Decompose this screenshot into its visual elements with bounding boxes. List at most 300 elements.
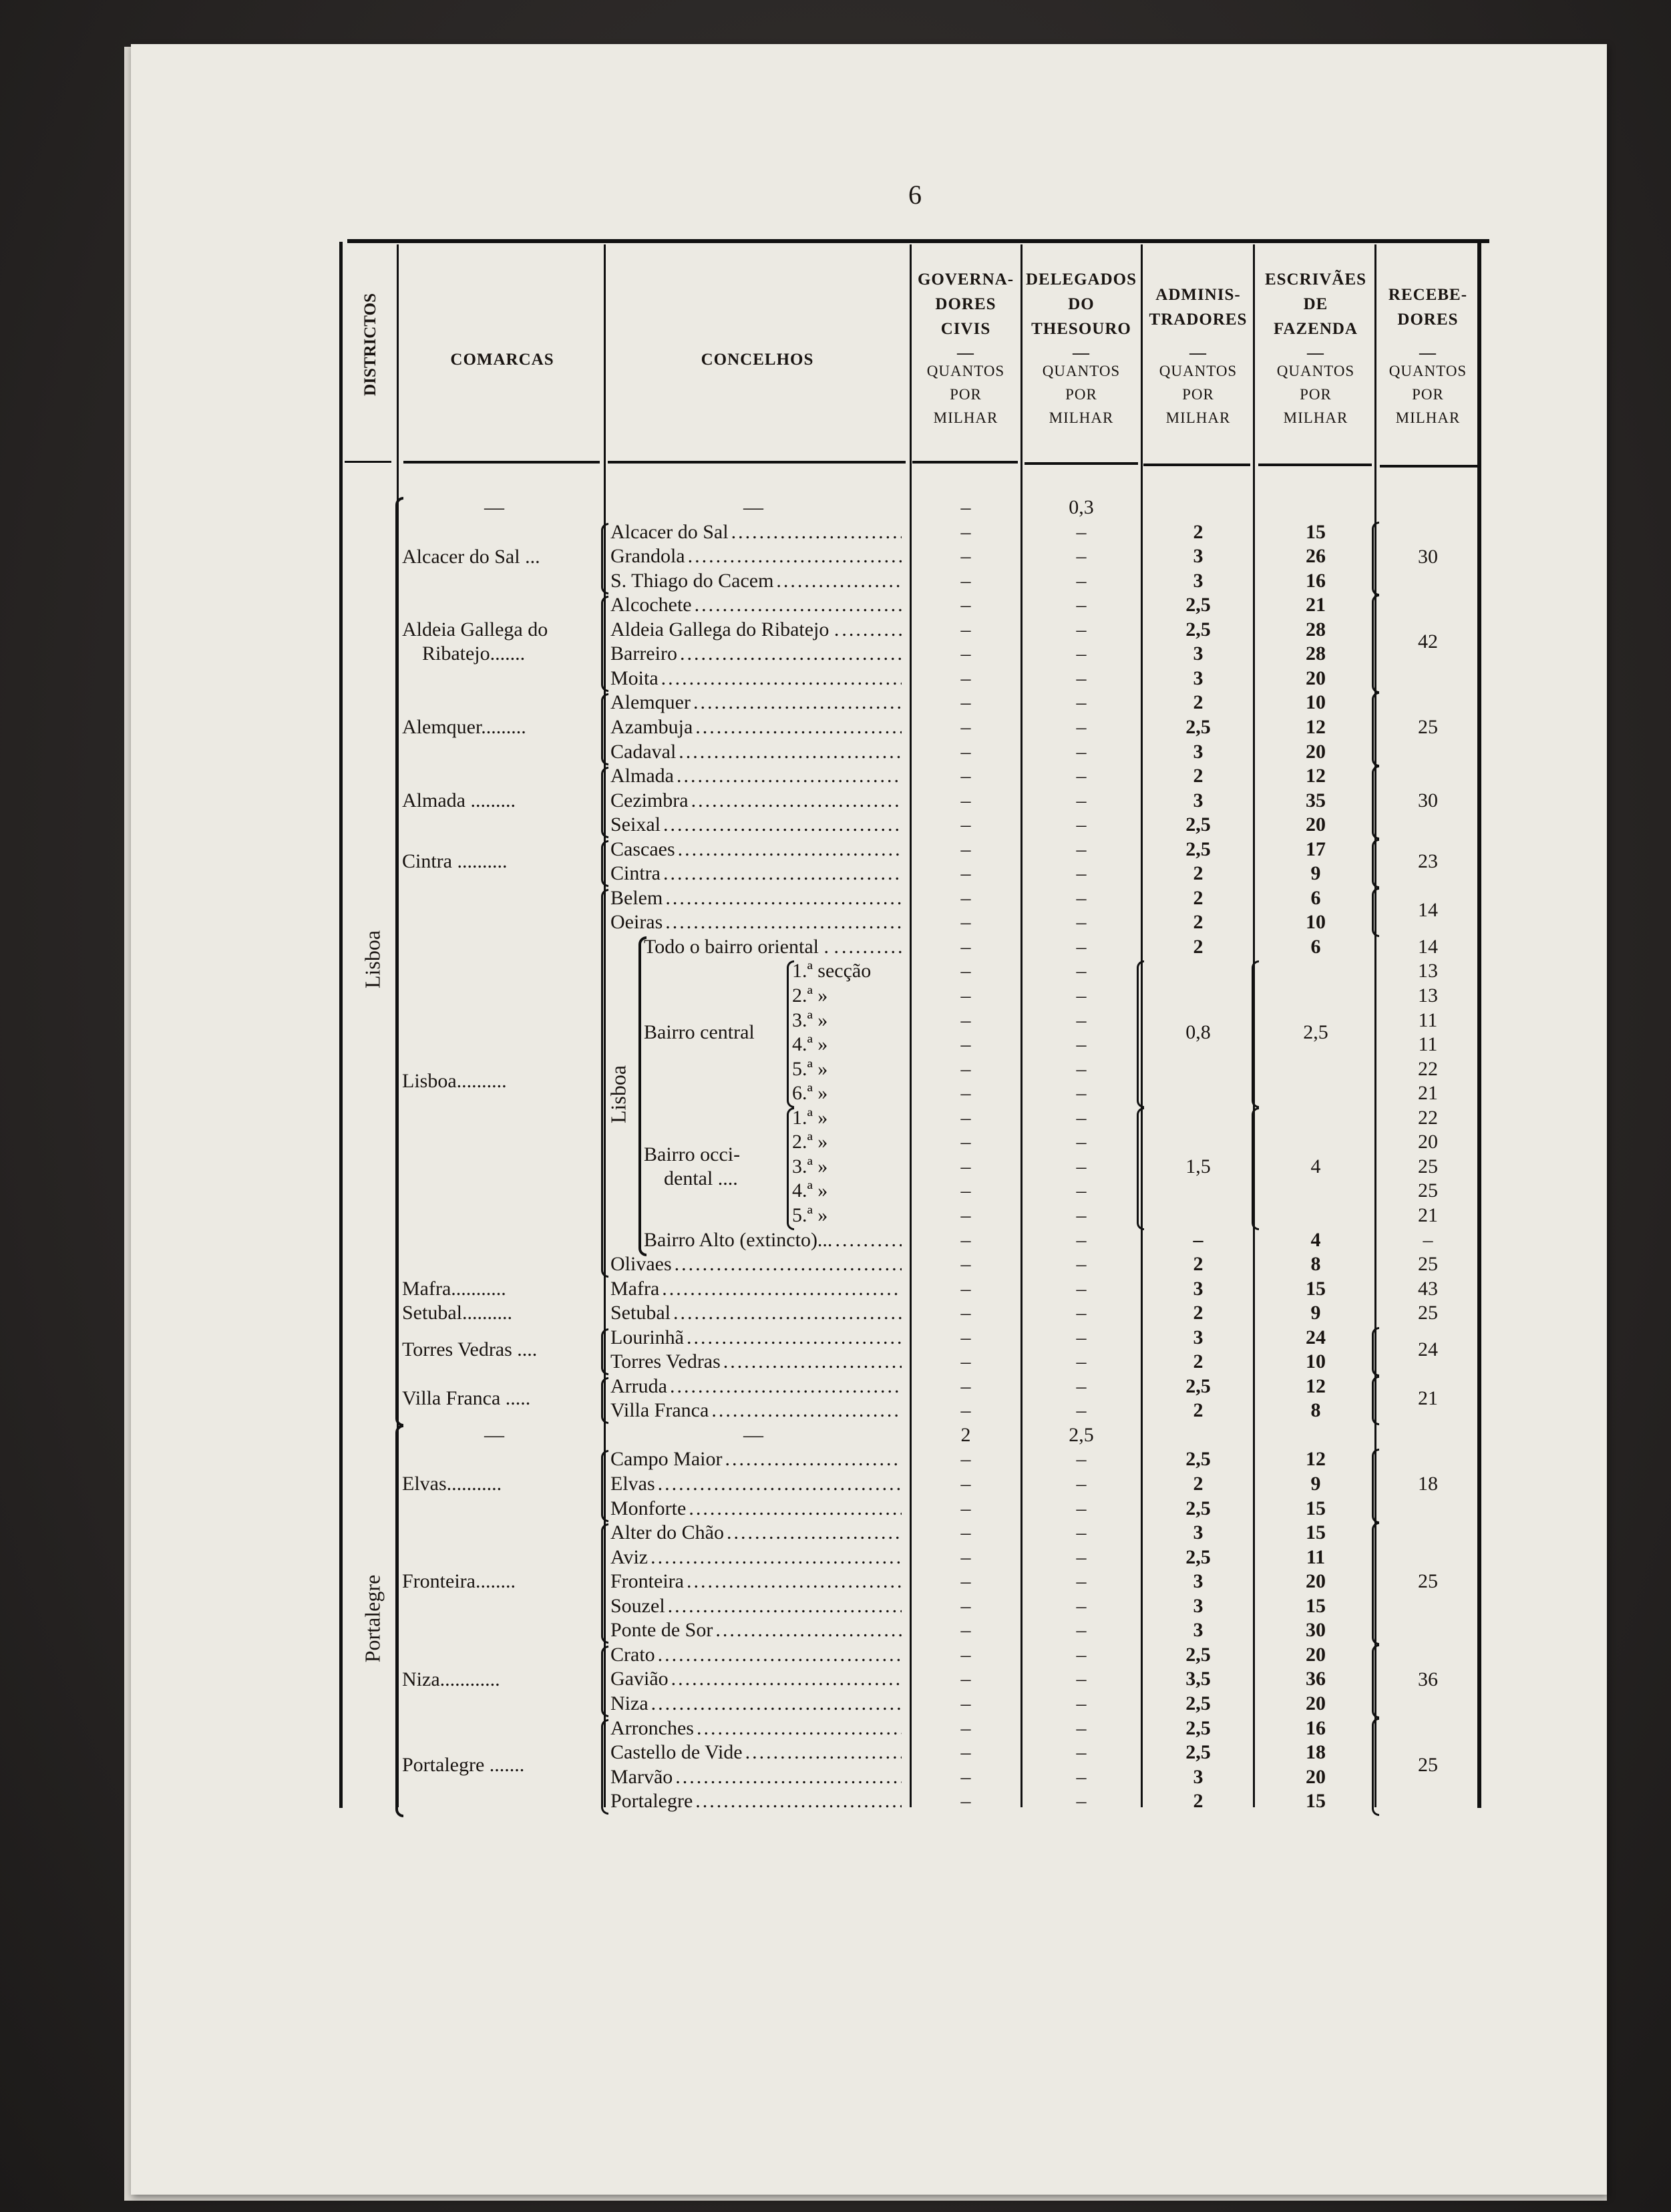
header-rule-del bbox=[1025, 462, 1138, 465]
header-rule-gov bbox=[912, 461, 1018, 464]
esc-value: 15 bbox=[1306, 1521, 1326, 1543]
concelho-name: Mafra bbox=[610, 1278, 662, 1300]
del-value: – bbox=[1076, 1350, 1087, 1372]
table-row bbox=[0, 1155, 1671, 1179]
esc-value: 24 bbox=[1306, 1326, 1326, 1348]
rec-value: 13 bbox=[1418, 960, 1438, 982]
del-value: – bbox=[1076, 1570, 1087, 1592]
gov-value: – bbox=[960, 594, 971, 616]
merged-value-brace bbox=[1372, 1376, 1379, 1425]
header-comarcas: COMARCAS bbox=[450, 351, 554, 369]
concelho-cell bbox=[610, 740, 902, 764]
concelho-name: Castello de Vide bbox=[610, 1741, 745, 1763]
adm-value: 3 bbox=[1193, 1570, 1203, 1592]
del-value: – bbox=[1076, 570, 1087, 592]
concelho-cell bbox=[792, 959, 882, 983]
del-value: – bbox=[1076, 1595, 1087, 1617]
concelho-cell bbox=[610, 618, 902, 642]
merged-value: 1,5 bbox=[1185, 1155, 1211, 1177]
concelho-brace bbox=[601, 1523, 608, 1644]
esc-value: 28 bbox=[1306, 642, 1326, 665]
header-concelhos: CONCELHOS bbox=[701, 351, 814, 369]
concelho-name: Alcacer do Sal bbox=[610, 521, 731, 543]
esc-value: 15 bbox=[1306, 521, 1326, 543]
esc-value: 15 bbox=[1306, 1278, 1326, 1300]
concelho-cell bbox=[610, 886, 902, 910]
header-escrivaes-label: ESCRIVÃES DE FAZENDA bbox=[1264, 270, 1367, 338]
del-value: – bbox=[1076, 765, 1087, 787]
concelho-cell bbox=[792, 1008, 882, 1033]
comarca-label bbox=[402, 1472, 601, 1496]
table-row bbox=[0, 959, 1671, 983]
concelho-brace bbox=[601, 693, 608, 765]
gov-value: – bbox=[960, 618, 971, 640]
bairro-group-line: Bairro occi- bbox=[644, 1143, 741, 1165]
table-row bbox=[0, 1033, 1671, 1057]
del-value: – bbox=[1076, 1033, 1087, 1055]
esc-value: 20 bbox=[1306, 1644, 1326, 1666]
gov-value: – bbox=[960, 1546, 971, 1568]
esc-value: 12 bbox=[1306, 765, 1326, 787]
table-row bbox=[0, 1423, 1671, 1447]
rec-value: 25 bbox=[1418, 1253, 1438, 1275]
gov-value: – bbox=[960, 545, 971, 567]
adm-value: 3 bbox=[1193, 1766, 1203, 1788]
del-value: – bbox=[1076, 741, 1087, 763]
gov-value: – bbox=[960, 862, 971, 884]
adm-value: 3 bbox=[1193, 1521, 1203, 1543]
gov-value: – bbox=[960, 1131, 971, 1153]
merged-value: 30 bbox=[1418, 546, 1438, 568]
table-row bbox=[0, 1643, 1671, 1667]
concelho-cell bbox=[610, 593, 902, 617]
adm-value: 3,5 bbox=[1185, 1668, 1211, 1690]
gov-value: – bbox=[960, 1278, 971, 1300]
esc-value: 15 bbox=[1306, 1595, 1326, 1617]
table-row bbox=[0, 593, 1671, 617]
bairro-group-brace bbox=[787, 1107, 794, 1230]
concelho-name: Alter do Chão bbox=[610, 1521, 727, 1543]
esc-value: 18 bbox=[1306, 1741, 1326, 1763]
concelho-name: Arruda bbox=[610, 1375, 670, 1397]
table-row bbox=[0, 1716, 1671, 1740]
adm-value: 2 bbox=[1193, 911, 1203, 933]
merged-value-brace bbox=[1372, 594, 1379, 693]
gov-value: – bbox=[960, 911, 971, 933]
gov-value: – bbox=[960, 1375, 971, 1397]
comarca-line: Torres Vedras .... bbox=[402, 1338, 538, 1360]
del-value: – bbox=[1076, 1326, 1087, 1348]
district-label: Portalegre bbox=[360, 1574, 385, 1663]
concelho-name: Todo o bairro oriental . . bbox=[644, 936, 842, 958]
concelho-brace bbox=[601, 596, 608, 692]
comarca-line: Almada ......... bbox=[402, 789, 516, 811]
gov-value: – bbox=[960, 1082, 971, 1104]
merged-value-brace bbox=[1372, 839, 1379, 888]
esc-value: 20 bbox=[1306, 1570, 1326, 1592]
merged-value: 4 bbox=[1310, 1155, 1321, 1177]
adm-value: 2,5 bbox=[1185, 813, 1211, 836]
comarca-label bbox=[402, 1277, 601, 1301]
rec-value: 11 bbox=[1418, 1033, 1438, 1055]
concelho-cell bbox=[610, 838, 902, 862]
comarca-label bbox=[402, 1338, 601, 1362]
gov-value: – bbox=[960, 1107, 971, 1129]
concelho-cell bbox=[610, 544, 902, 568]
comarca-label bbox=[468, 1423, 521, 1447]
del-value: – bbox=[1076, 618, 1087, 640]
concelho-name: 2.ª » bbox=[792, 1131, 830, 1153]
concelho-name: 1.ª » bbox=[792, 1107, 830, 1129]
del-value: – bbox=[1076, 521, 1087, 543]
gov-value: – bbox=[960, 813, 971, 836]
esc-value: 8 bbox=[1310, 1253, 1321, 1275]
del-value: – bbox=[1076, 1546, 1087, 1568]
district-brace bbox=[395, 497, 403, 1427]
rec-value: 20 bbox=[1418, 1131, 1438, 1153]
concelho-cell bbox=[610, 520, 902, 544]
merged-value: 25 bbox=[1418, 1570, 1438, 1592]
comarca-label bbox=[402, 1387, 601, 1411]
esc-value: 10 bbox=[1306, 911, 1326, 933]
concelho-cell bbox=[792, 1106, 882, 1130]
table-row bbox=[0, 813, 1671, 837]
comarca-label bbox=[468, 496, 521, 520]
merged-value-brace bbox=[1372, 692, 1379, 767]
concelho-name: 3.ª » bbox=[792, 1155, 830, 1177]
merged-value-brace bbox=[1372, 1644, 1379, 1718]
merged-value-brace bbox=[1372, 1449, 1379, 1523]
del-value: – bbox=[1076, 1058, 1087, 1080]
del-value: – bbox=[1076, 716, 1087, 738]
table-row bbox=[0, 1545, 1671, 1570]
concelho-cell bbox=[610, 1399, 902, 1423]
header-recebedores-unit: QUANTOS POR MILHAR bbox=[1388, 363, 1467, 426]
concelho-name: Ponte de Sor bbox=[610, 1619, 715, 1641]
concelho-name: Seixal bbox=[610, 813, 663, 836]
merged-value-brace bbox=[1372, 1718, 1379, 1816]
lisboa-city-brace bbox=[638, 936, 646, 1256]
merged-value: 23 bbox=[1418, 850, 1438, 872]
del-value: – bbox=[1076, 1375, 1087, 1397]
header-governadores-unit: QUANTOS POR MILHAR bbox=[926, 363, 1005, 426]
merged-value-brace bbox=[1372, 765, 1379, 840]
merged-value: 14 bbox=[1418, 899, 1438, 921]
gov-value: – bbox=[960, 1595, 971, 1617]
rec-value: 25 bbox=[1418, 1179, 1438, 1202]
merged-value: 21 bbox=[1418, 1387, 1438, 1409]
concelho-name: Crato bbox=[610, 1644, 658, 1666]
concelho-name: Campo Maior bbox=[610, 1448, 725, 1470]
table-top-rule bbox=[347, 239, 1489, 243]
rec-value: 21 bbox=[1418, 1204, 1438, 1226]
comarca-line: Fronteira........ bbox=[402, 1570, 516, 1592]
comarca-label bbox=[402, 850, 601, 874]
merged-value-brace bbox=[1137, 960, 1144, 1108]
header-escrivaes-unit: QUANTOS POR MILHAR bbox=[1276, 363, 1355, 426]
concelho-name: Marvão bbox=[610, 1766, 675, 1788]
concelho-cell bbox=[610, 1618, 902, 1642]
comarca-line: Ribatejo....... bbox=[422, 642, 526, 665]
table-row bbox=[0, 1008, 1671, 1033]
concelho-name: Alemquer bbox=[610, 691, 693, 713]
comarca-label bbox=[402, 789, 601, 813]
district-brace bbox=[395, 1425, 403, 1817]
header-recebedores-dash: — bbox=[1419, 344, 1437, 362]
adm-value: 2 bbox=[1193, 1790, 1203, 1812]
page-number: 6 bbox=[908, 180, 922, 210]
bairro-group-label bbox=[644, 1143, 788, 1191]
gov-value: – bbox=[960, 1717, 971, 1739]
comarca-line: Mafra........... bbox=[402, 1278, 506, 1300]
concelho-name: Monforte bbox=[610, 1497, 689, 1519]
table-row bbox=[0, 1228, 1671, 1252]
table-row bbox=[0, 1277, 1671, 1301]
concelho-cell bbox=[610, 1667, 902, 1691]
del-value: – bbox=[1076, 1692, 1087, 1714]
concelho-cell bbox=[610, 1350, 902, 1374]
rec-value: 13 bbox=[1418, 984, 1438, 1006]
concelho-name: Bairro Alto (extincto)... bbox=[644, 1229, 835, 1251]
merged-value-brace bbox=[1372, 1522, 1379, 1645]
concelho-cell bbox=[610, 813, 902, 837]
esc-value: 12 bbox=[1306, 1375, 1326, 1397]
comarca-label bbox=[402, 715, 601, 739]
concelho-cell bbox=[610, 862, 902, 886]
table-row bbox=[0, 691, 1671, 715]
merged-value-brace bbox=[1137, 1107, 1144, 1230]
del-value: – bbox=[1076, 1131, 1087, 1153]
comarca-line: Alcacer do Sal ... bbox=[402, 546, 540, 568]
concelho-name: Niza bbox=[610, 1692, 651, 1714]
esc-value: 11 bbox=[1306, 1546, 1326, 1568]
concelho-name: Villa Franca bbox=[610, 1399, 711, 1421]
del-value: – bbox=[1076, 1009, 1087, 1031]
header-rule-adm bbox=[1143, 464, 1250, 466]
esc-value: 17 bbox=[1306, 838, 1326, 860]
adm-value: 2 bbox=[1193, 1302, 1203, 1324]
del-value: – bbox=[1076, 691, 1087, 713]
del-value: – bbox=[1076, 1497, 1087, 1519]
concelho-cell bbox=[610, 1643, 902, 1667]
gov-value: – bbox=[960, 1179, 971, 1202]
adm-value: 2,5 bbox=[1185, 716, 1211, 738]
gov-value: – bbox=[960, 1668, 971, 1690]
rec-value: 22 bbox=[1418, 1107, 1438, 1129]
gov-value: – bbox=[960, 1326, 971, 1348]
esc-value: 35 bbox=[1306, 789, 1326, 811]
bairro-group-line: dental .... bbox=[664, 1167, 738, 1189]
esc-value: 4 bbox=[1310, 1229, 1321, 1251]
comarca-line: Villa Franca ..... bbox=[402, 1387, 531, 1409]
comarca-line: Cintra .......... bbox=[402, 850, 508, 872]
concelho-brace bbox=[601, 1328, 608, 1375]
adm-value: 2 bbox=[1193, 887, 1203, 909]
concelho-cell bbox=[610, 1277, 902, 1301]
comarca-line: — bbox=[484, 1424, 504, 1446]
concelho-name: 4.ª » bbox=[792, 1033, 830, 1055]
gov-value: – bbox=[960, 741, 971, 763]
concelho-name: 5.ª » bbox=[792, 1058, 830, 1080]
esc-value: 9 bbox=[1310, 1473, 1321, 1495]
adm-value: 2,5 bbox=[1185, 1546, 1211, 1568]
concelho-name: Arronches bbox=[610, 1717, 697, 1739]
concelho-name: Souzel bbox=[610, 1595, 668, 1617]
concelho-brace bbox=[601, 523, 608, 594]
del-value: – bbox=[1076, 1179, 1087, 1202]
gov-value: – bbox=[960, 1570, 971, 1592]
gov-value: – bbox=[960, 887, 971, 909]
concelho-name: Cintra bbox=[610, 862, 663, 884]
table-row bbox=[0, 1618, 1671, 1642]
esc-value: 36 bbox=[1306, 1668, 1326, 1690]
table-row bbox=[0, 1497, 1671, 1521]
header-administradores-dash: — bbox=[1189, 344, 1207, 362]
header-delegados-dash: — bbox=[1073, 344, 1090, 362]
esc-value: 16 bbox=[1306, 570, 1326, 592]
esc-value: 20 bbox=[1306, 1766, 1326, 1788]
concelho-name: 5.ª » bbox=[792, 1204, 830, 1226]
comarca-line: Portalegre ....... bbox=[402, 1754, 525, 1776]
concelho-brace bbox=[601, 1719, 608, 1815]
header-governadores bbox=[910, 267, 1022, 429]
header-delegados-unit: QUANTOS POR MILHAR bbox=[1042, 363, 1121, 426]
concelho-cell bbox=[610, 1740, 902, 1765]
adm-value: 2,5 bbox=[1185, 838, 1211, 860]
merged-value: 24 bbox=[1418, 1338, 1438, 1360]
concelho-cell bbox=[792, 1179, 882, 1203]
esc-value: 30 bbox=[1306, 1619, 1326, 1641]
adm-value: 3 bbox=[1193, 741, 1203, 763]
header-rule-concelhos bbox=[608, 461, 906, 464]
del-value: – bbox=[1076, 936, 1087, 958]
gov-value: – bbox=[960, 1302, 971, 1324]
concelho-cell bbox=[644, 935, 902, 959]
adm-value: 2 bbox=[1193, 1399, 1203, 1421]
concelho-cell bbox=[610, 1497, 902, 1521]
gov-value: – bbox=[960, 691, 971, 713]
rec-value: 11 bbox=[1418, 1009, 1438, 1031]
concelho-name: 6.ª » bbox=[792, 1082, 830, 1104]
header-districtos: DISTRICTOS bbox=[361, 293, 379, 396]
concelho-name: Fronteira bbox=[610, 1570, 687, 1592]
gov-value: 2 bbox=[960, 1424, 971, 1446]
rec-value: 43 bbox=[1418, 1278, 1438, 1300]
lisboa-city-label: Lisboa bbox=[606, 1065, 630, 1124]
concelho-cell bbox=[792, 1081, 882, 1105]
esc-value: 15 bbox=[1306, 1497, 1326, 1519]
bairro-group-line: Bairro central bbox=[644, 1021, 755, 1043]
header-recebedores bbox=[1376, 267, 1480, 429]
table-row bbox=[0, 1204, 1671, 1228]
esc-value: 16 bbox=[1306, 1717, 1326, 1739]
rec-value: 25 bbox=[1418, 1155, 1438, 1177]
adm-value: 2 bbox=[1193, 1350, 1203, 1372]
concelho-brace bbox=[601, 1450, 608, 1522]
header-governadores-dash: — bbox=[957, 344, 974, 362]
adm-value: 3 bbox=[1193, 1326, 1203, 1348]
bairro-group-brace bbox=[787, 960, 794, 1108]
del-value: – bbox=[1076, 1790, 1087, 1812]
table-row bbox=[0, 1252, 1671, 1276]
adm-value: 3 bbox=[1193, 1595, 1203, 1617]
rec-value: 14 bbox=[1418, 936, 1438, 958]
del-value: – bbox=[1076, 1278, 1087, 1300]
concelho-brace bbox=[601, 1646, 608, 1717]
del-value: – bbox=[1076, 1302, 1087, 1324]
esc-value: 20 bbox=[1306, 1692, 1326, 1714]
esc-value: 9 bbox=[1310, 862, 1321, 884]
adm-value: 2,5 bbox=[1185, 1497, 1211, 1519]
comarca-label bbox=[402, 1069, 601, 1093]
gov-value: – bbox=[960, 716, 971, 738]
gov-value: – bbox=[960, 1229, 971, 1251]
concelho-name: Oeiras bbox=[610, 911, 665, 933]
del-value: – bbox=[1076, 1619, 1087, 1641]
concelho-cell bbox=[792, 1057, 882, 1081]
gov-value: – bbox=[960, 642, 971, 665]
del-value: – bbox=[1076, 838, 1087, 860]
gov-value: – bbox=[960, 1497, 971, 1519]
concelho-cell bbox=[610, 1765, 902, 1789]
concelho-cell bbox=[610, 764, 902, 788]
concelho-cell bbox=[610, 1252, 902, 1276]
concelho-name: S. Thiago do Cacem bbox=[610, 570, 776, 592]
concelho-cell bbox=[610, 1570, 902, 1594]
table-row bbox=[0, 1789, 1671, 1813]
merged-value-brace bbox=[1372, 1327, 1379, 1376]
header-escrivaes-dash: — bbox=[1307, 344, 1324, 362]
del-value: – bbox=[1076, 1668, 1087, 1690]
concelho-name: Moita bbox=[610, 667, 661, 689]
adm-value: 2 bbox=[1193, 521, 1203, 543]
concelho-cell bbox=[610, 1716, 902, 1740]
header-recebedores-label: RECEBE- DORES bbox=[1388, 286, 1468, 329]
gov-value: – bbox=[960, 1692, 971, 1714]
concelho-name: 2.ª » bbox=[792, 984, 830, 1006]
del-value: – bbox=[1076, 1448, 1087, 1470]
gov-value: – bbox=[960, 1350, 971, 1372]
adm-value: 2 bbox=[1193, 691, 1203, 713]
concelho-cell bbox=[792, 984, 882, 1008]
merged-value: 0,8 bbox=[1185, 1021, 1211, 1043]
concelho-cell bbox=[610, 569, 902, 593]
merged-value-brace bbox=[1372, 522, 1379, 596]
table-row bbox=[0, 1594, 1671, 1618]
concelho-name: — bbox=[743, 496, 766, 518]
esc-value: 20 bbox=[1306, 813, 1326, 836]
table-row bbox=[0, 1081, 1671, 1105]
adm-value: 2,5 bbox=[1185, 1741, 1211, 1763]
adm-value: – bbox=[1193, 1229, 1203, 1251]
gov-value: – bbox=[960, 936, 971, 958]
del-value: – bbox=[1076, 1473, 1087, 1495]
adm-value: 3 bbox=[1193, 545, 1203, 567]
esc-value: 10 bbox=[1306, 691, 1326, 713]
comarca-line: Lisboa.......... bbox=[402, 1070, 507, 1092]
del-value: – bbox=[1076, 667, 1087, 689]
table-row bbox=[0, 935, 1671, 959]
gov-value: – bbox=[960, 1033, 971, 1055]
adm-value: 2 bbox=[1193, 862, 1203, 884]
table-row bbox=[0, 1057, 1671, 1081]
concelho-cell bbox=[610, 1374, 902, 1399]
concelho-name: Belem bbox=[610, 887, 665, 909]
del-value: – bbox=[1076, 862, 1087, 884]
concelho-cell bbox=[792, 1204, 882, 1228]
adm-value: 2 bbox=[1193, 1473, 1203, 1495]
concelho-name: Grandola bbox=[610, 545, 688, 567]
